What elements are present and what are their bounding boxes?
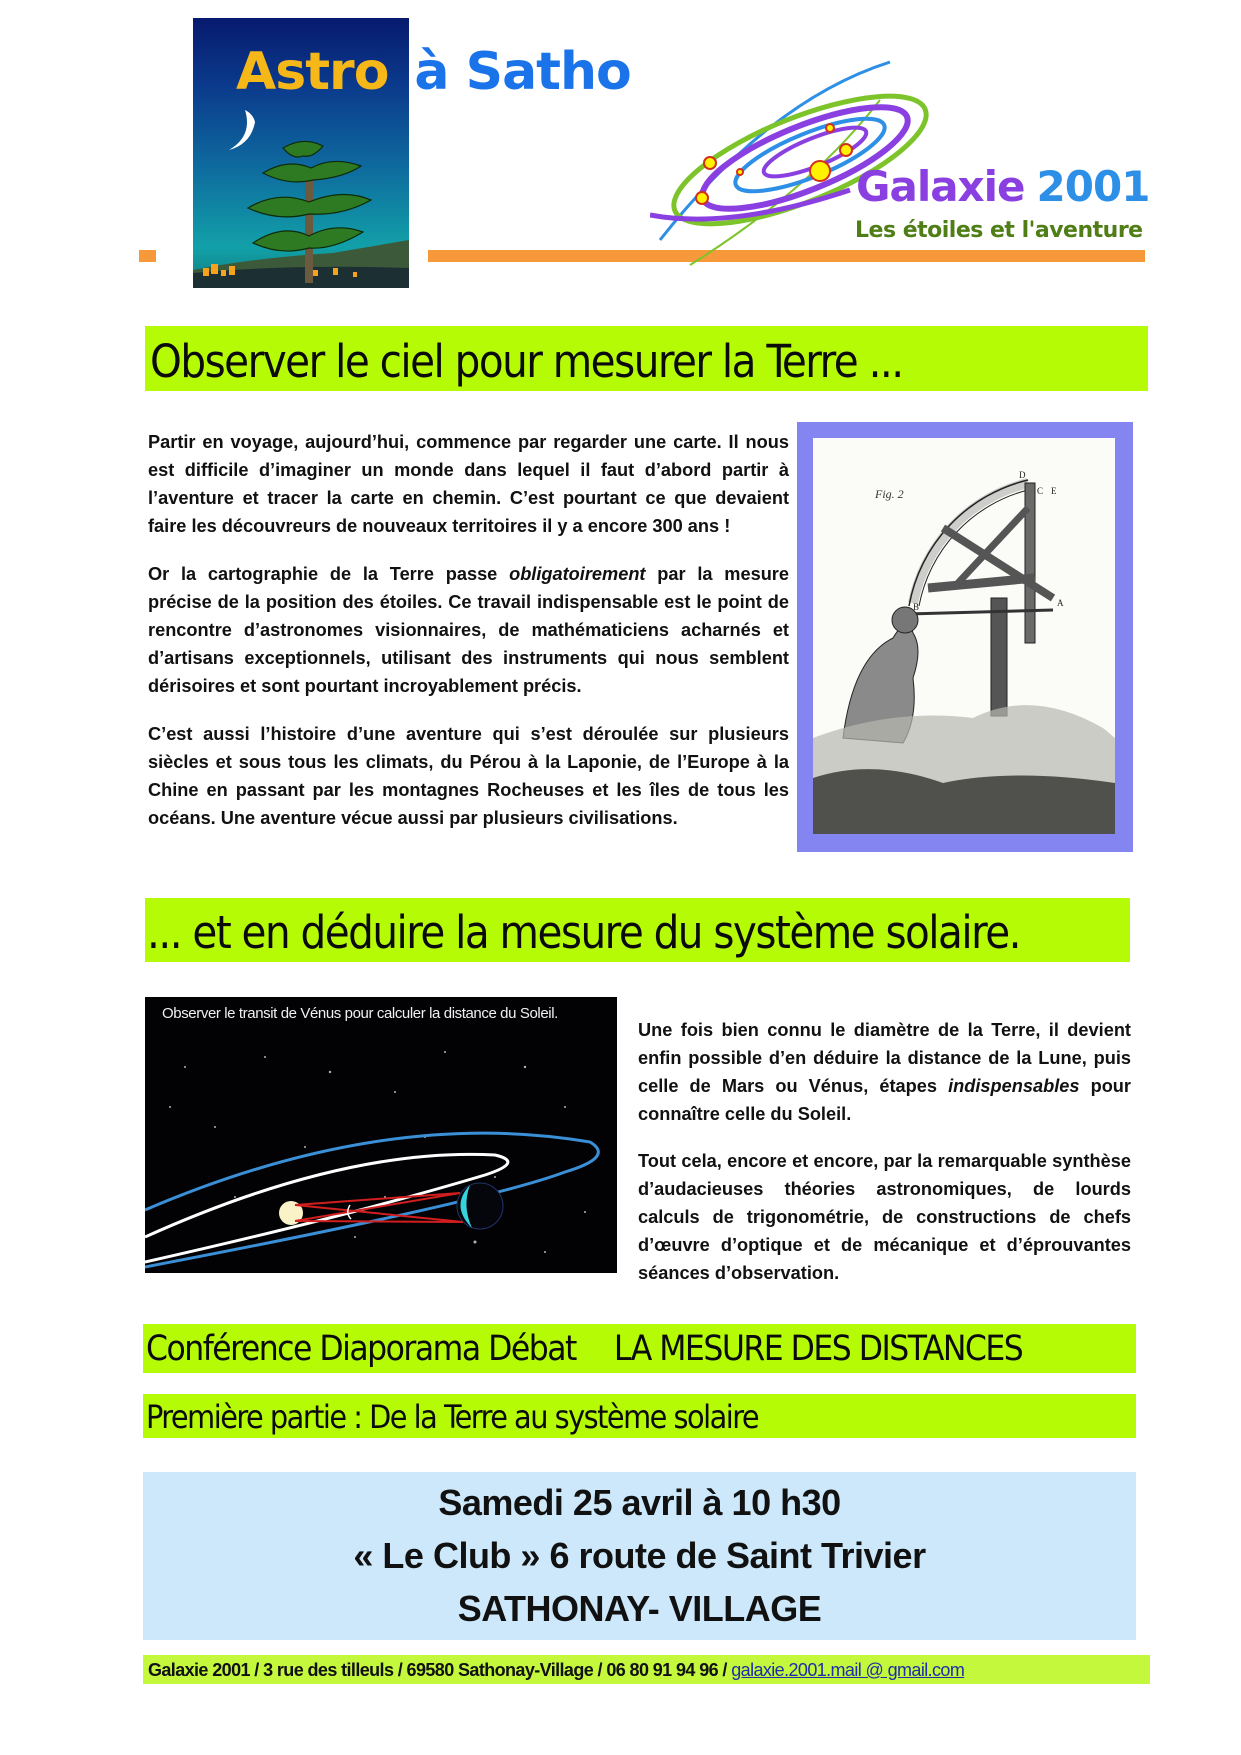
footer-email-link[interactable]: galaxie.2001.mail @ gmail.com: [731, 1660, 965, 1680]
engraving-letter-e: E: [1051, 486, 1057, 496]
engraving-letter-b: B: [913, 602, 920, 612]
paragraph-text: Partir en voyage, aujourd’hui, commence par regarder une carte. Il nous est difficile d’imaginer un monde dans lequel il faut d’abord partir à l’aventure et tracer la carte en chemin. C’est pourtant ce que devaient faire les découvreurs de nouveaux territoires il y a encore 300 ans !: [148, 432, 789, 536]
decorative-orange-bar-left: [139, 250, 156, 262]
section1-paragraph-1: [148, 428, 789, 540]
engraving-letter-d: D: [1019, 470, 1026, 480]
engraving-letter-a: A: [1057, 598, 1064, 608]
section1-heading: Observer le ciel pour mesurer la Terre ...: [145, 326, 1148, 391]
engraving-letter-c: C: [1037, 486, 1044, 496]
paragraph-text: Tout cela, encore et encore, par la remarquable synthèse d’audacieuses théories astronomiques, de lourds calculs de trigonométrie, de constructions de chefs d’œuvre d’optique et de mécanique et d’éprouvantes séances d’observation.: [638, 1151, 1131, 1283]
section2-heading: ... et en déduire la mesure du système solaire.: [145, 898, 1130, 962]
engraving-frame: [797, 422, 1133, 852]
astro-a-satho-title: [236, 42, 631, 102]
venus-transit-caption: Observer le transit de Vénus pour calculer la distance du Soleil.: [162, 1005, 558, 1022]
engraving-fig-label: Fig. 2: [875, 487, 904, 501]
paragraph-italic-word: obligatoirement: [509, 564, 646, 584]
section2-text-column: [638, 1016, 1131, 1306]
engraving-illustration: [813, 438, 1115, 834]
logo-astro-text: Astro: [236, 42, 389, 102]
star-field: [169, 1051, 586, 1253]
footer-contact-bar: [143, 1655, 1150, 1684]
event-details-box: [143, 1472, 1136, 1640]
astronomer-quadrant-engraving: [813, 438, 1115, 834]
event-title: LA MESURE DES DISTANCES: [613, 1329, 1023, 1369]
event-banner: [143, 1324, 1136, 1373]
galaxie-tagline: Les étoiles et l'aventure: [855, 218, 1143, 243]
event-date: Samedi 25 avril à 10 h30: [438, 1482, 841, 1523]
paragraph-text: C’est aussi l’histoire d’une aventure qui s’est déroulée sur plusieurs siècles et sous tous les climats, du Pérou à la Laponie, de l’Europe à la Chine en passant par les montagnes Rocheuses et les îles de tous les océans. Une aventure vécue aussi par plusieurs civilisations.: [148, 724, 789, 828]
event-type: Conférence Diaporama Débat: [146, 1329, 576, 1369]
paragraph-text: Une fois bien connu le diamètre de la Terre, il devient enfin possible d’en déduire la distance de la Lune, puis celle de Mars ou Vénus, étapes: [638, 1020, 1131, 1096]
paragraph-text: pour connaître celle du Soleil.: [638, 1076, 1131, 1124]
footer-contact-text: Galaxie 2001 / 3 rue des tilleuls / 69580 Sathonay-Village / 06 80 91 94 96 /: [148, 1660, 732, 1680]
crescent-moon-icon: [229, 110, 255, 150]
section1-paragraph-2: [148, 560, 789, 700]
venus-transit-illustration: [145, 997, 617, 1273]
event-town: SATHONAY- VILLAGE: [457, 1588, 822, 1629]
paragraph-italic-word: indispensables: [948, 1076, 1080, 1096]
tree-trunk: [305, 168, 313, 283]
logo-satho-text: à Satho: [414, 42, 631, 102]
venus-transit-image: [145, 997, 617, 1273]
section1-text-column: [148, 428, 789, 852]
event-part-banner: Première partie : De la Terre au système solaire: [143, 1394, 1136, 1438]
galaxie-2001-title: [856, 162, 1150, 211]
galaxie-year: 2001: [1036, 162, 1150, 211]
event-venue: « Le Club » 6 route de Saint Trivier: [353, 1535, 926, 1576]
section2-paragraph-2: [638, 1147, 1131, 1287]
paragraph-text: Or la cartographie de la Terre passe: [148, 564, 510, 584]
section2-paragraph-1: [638, 1016, 1131, 1128]
section1-paragraph-3: [148, 720, 789, 832]
paragraph-text: par la mesure précise de la position des étoiles. Ce travail indispensable est le point de rencontre d’astronomes visionnaires, de mathématiciens acharnés et d’artisans exceptionnels, utilisant des instruments qui nous semblent dérisoires et sont pourtant incroyablement précis.: [148, 564, 789, 696]
galaxie-word: Galaxie: [856, 162, 1025, 211]
